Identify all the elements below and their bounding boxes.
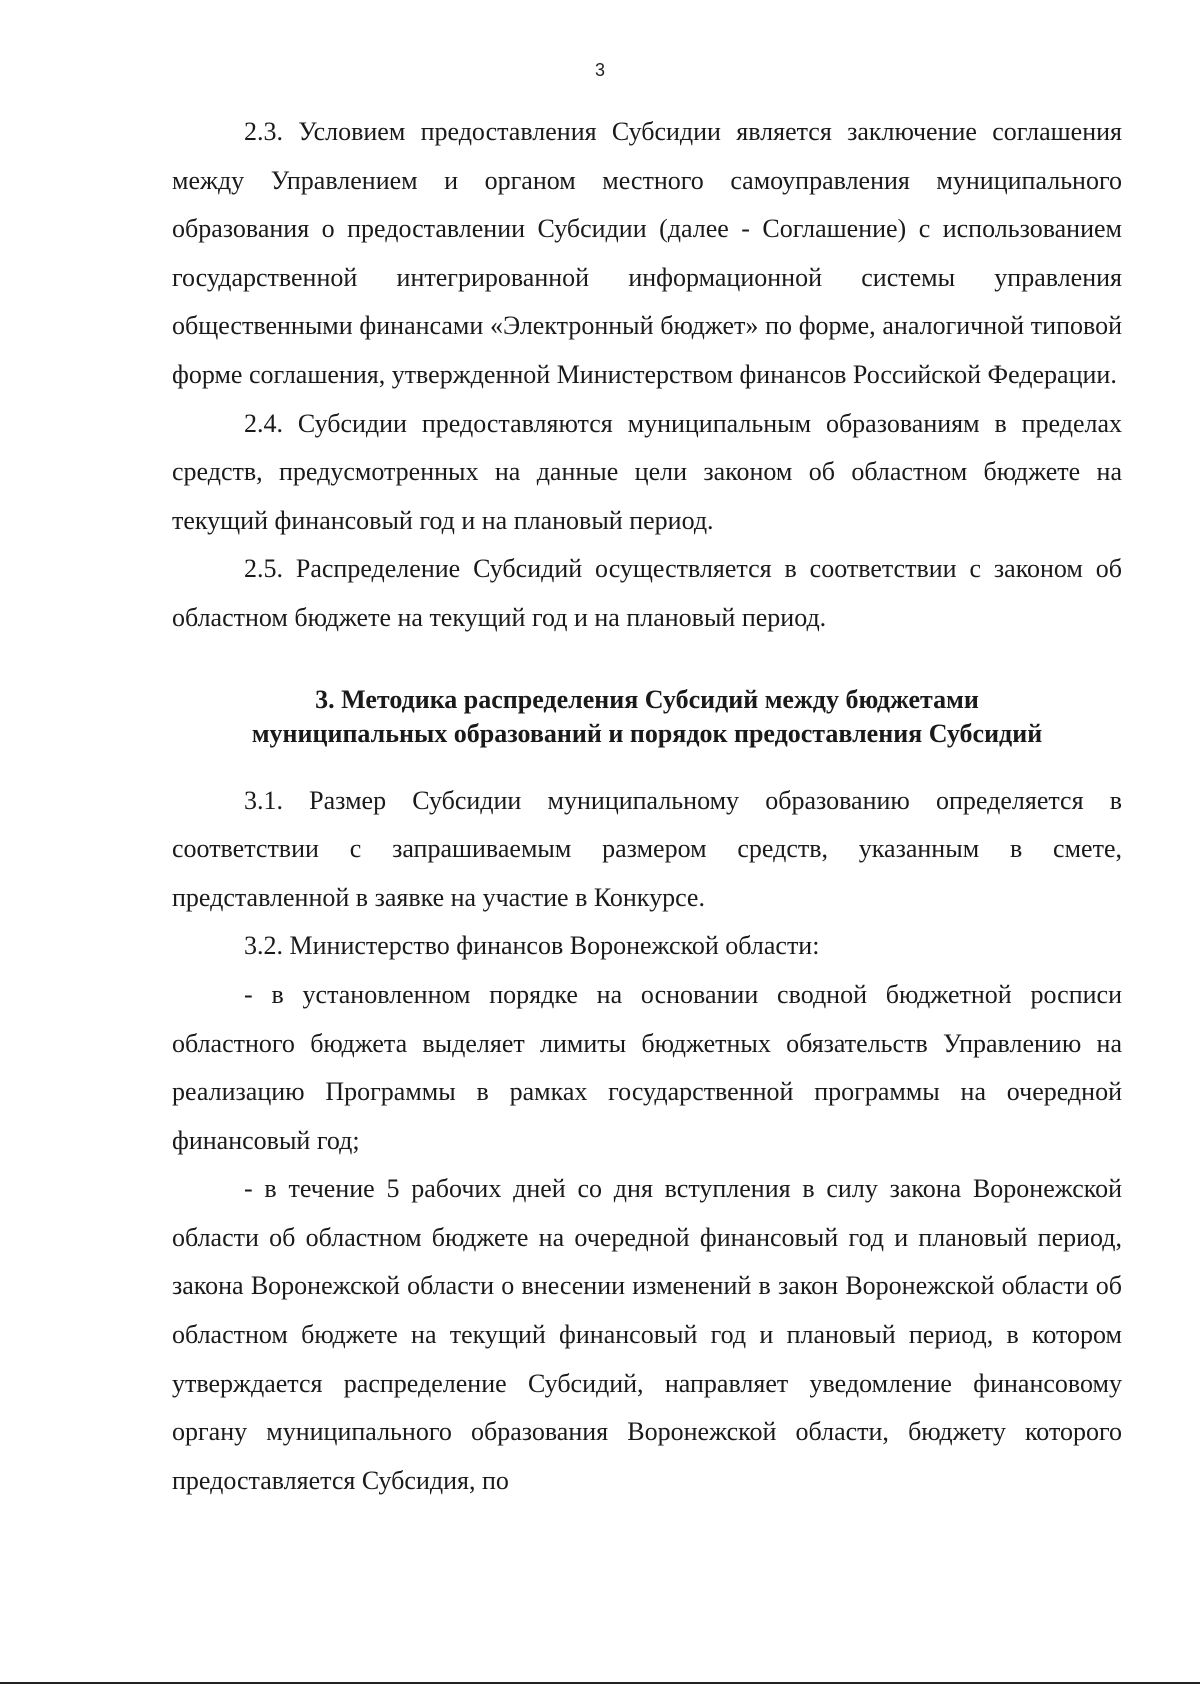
document-body (172, 108, 1122, 1505)
list-item-limits: - в установленном порядке на основании сводной бюджетной росписи областного бюджета выделяет лимиты бюджетных обязательств Управлению на реализацию Программы в рамках государственной программы на очередной финансовый год; (172, 979, 1122, 1155)
section-heading-line-1: 3. Методика распределения Субсидий между бюджетами (315, 684, 979, 714)
paragraph-2-3: 2.3. Условием предоставления Субсидии является заключение соглашения между Управлением и органом местного самоуправления муниципального образования о предоставлении Субсидии (далее - Соглашение) с использованием государственной интегрированной информационной системы управления общественными финансами «Электронный бюджет» по форме, аналогичной типовой форме соглашения, утвержденной Министерством финансов Российской Федерации. (172, 117, 1122, 389)
section-heading-line-2: муниципальных образований и порядок предоставления Субсидий (251, 718, 1043, 748)
paragraph-3-1: 3.1. Размер Субсидии муниципальному образованию определяется в соответствии с запрашиваемым размером средств, указанным в смете, представленной в заявке на участие в Конкурсе. (172, 785, 1122, 912)
paragraph-2-4: 2.4. Субсидии предоставляются муниципальным образованиям в пределах средств, предусмотренных на данные цели законом об областном бюджете на текущий финансовый год и на плановый период. (172, 408, 1122, 535)
paragraph-3-2: 3.2. Министерство финансов Воронежской области: (244, 931, 820, 961)
section-heading (172, 683, 1122, 751)
page-number: 3 (594, 60, 605, 80)
list-item-notification: - в течение 5 рабочих дней со дня вступления в силу закона Воронежской области об областном бюджете на очередной финансовый год и плановый период, закона Воронежской области о внесении изменений в закон Воронежской области об областном бюджете на текущий финансовый год и плановый период, в котором утверждается распределение Субсидий, направляет уведомление финансовому органу муниципального образования Воронежской области, бюджету которого предоставляется Субсидия, по (172, 1174, 1122, 1495)
paragraph-2-5: 2.5. Распределение Субсидий осуществляется в соответствии с законом об областном бюджете на текущий год и на плановый период. (172, 554, 1122, 632)
bottom-divider (0, 1682, 1200, 1684)
